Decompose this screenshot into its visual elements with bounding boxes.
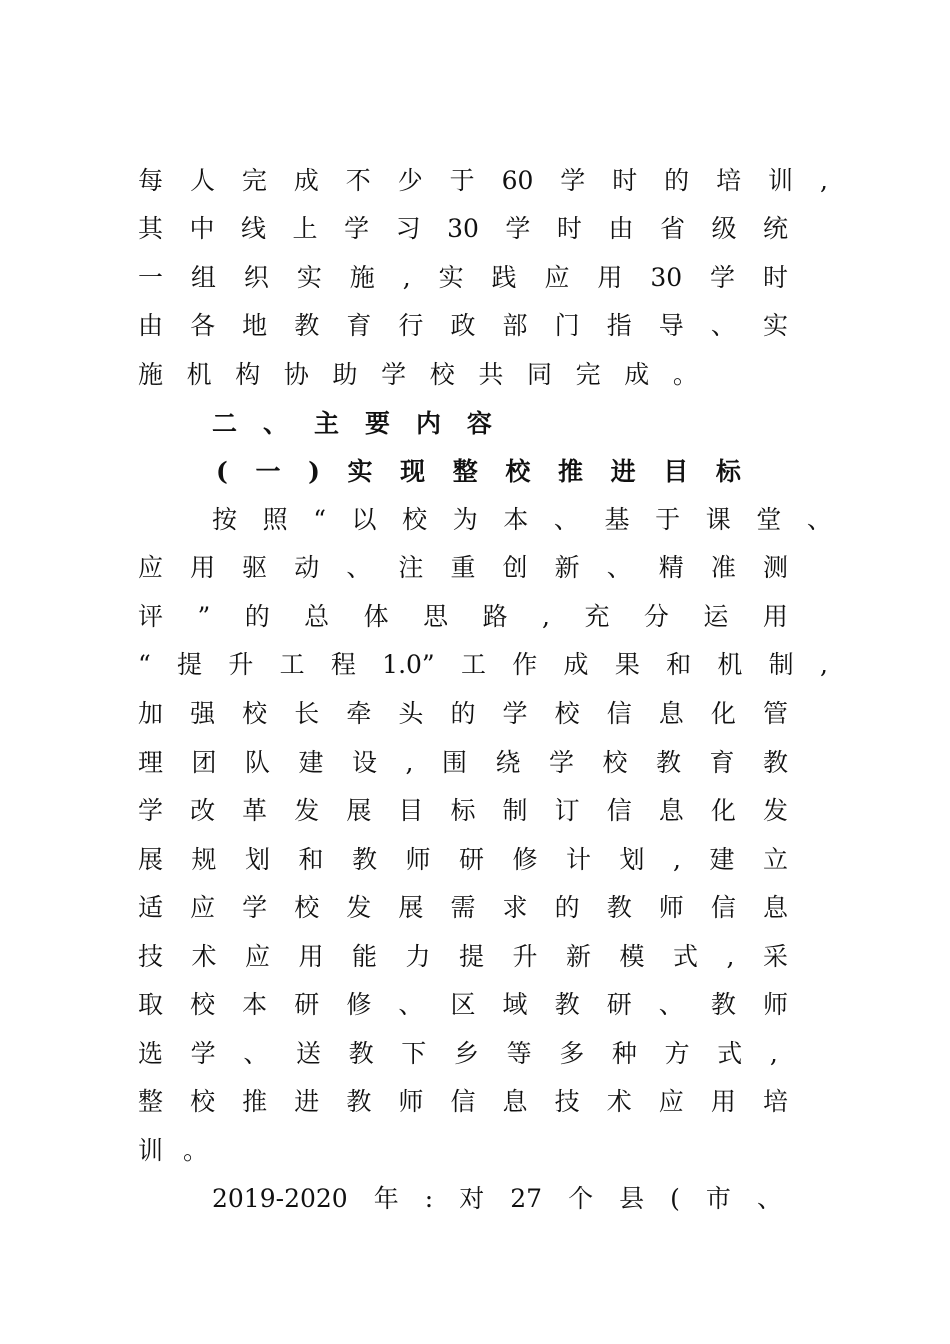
text-token: 校 — [294, 893, 320, 922]
paragraph-2-line — [138, 845, 788, 875]
text-token: 门 — [554, 311, 580, 340]
text-token: 构 — [235, 360, 261, 389]
text-token: 能 — [352, 942, 378, 971]
section-heading — [212, 409, 492, 439]
text-token: 织 — [243, 263, 269, 292]
text-token: 应 — [190, 893, 216, 922]
paragraph-2-line — [138, 1136, 208, 1166]
text-token: ) — [308, 457, 320, 486]
text-token: 实 — [347, 457, 373, 486]
text-token: 规 — [191, 845, 217, 874]
text-token: 充 — [584, 602, 610, 631]
text-token: 习 — [395, 214, 421, 243]
text-token: 导 — [658, 311, 684, 340]
text-token: 修 — [512, 845, 538, 874]
text-token: 式 — [717, 1039, 743, 1068]
text-token: 学 — [710, 263, 736, 292]
text-token: 校 — [242, 699, 268, 728]
text-token: 。 — [182, 1136, 208, 1165]
text-token: 应 — [245, 942, 271, 971]
text-token: 准 — [710, 553, 736, 582]
text-token: 校 — [554, 699, 580, 728]
text-token: 、 — [710, 311, 736, 340]
text-token: 新 — [566, 942, 592, 971]
text-token: 方 — [664, 1039, 690, 1068]
paragraph-3-line — [212, 1184, 782, 1214]
text-token: , — [402, 263, 411, 292]
text-token: 应 — [544, 263, 570, 292]
text-token: 用 — [710, 1087, 736, 1116]
text-token: 制 — [768, 650, 794, 679]
text-token: 展 — [346, 796, 372, 825]
paragraph-2-line — [138, 553, 788, 583]
text-token: 培 — [762, 1087, 788, 1116]
text-token: 术 — [606, 1087, 632, 1116]
text-token: 牵 — [346, 699, 372, 728]
text-token: ( — [216, 457, 228, 486]
text-token: 绕 — [495, 748, 521, 777]
text-token: 成 — [624, 360, 650, 389]
text-token: 围 — [441, 748, 467, 777]
text-token: 加 — [138, 699, 164, 728]
paragraph-1-line — [138, 360, 698, 390]
text-token: 由 — [608, 214, 634, 243]
text-token: 完 — [575, 360, 601, 389]
text-token: 测 — [762, 553, 788, 582]
text-token: 、 — [243, 1039, 269, 1068]
text-token: 技 — [554, 1087, 580, 1116]
text-token: 、 — [658, 990, 684, 1019]
text-token: 校 — [429, 360, 455, 389]
text-token: 程 — [330, 650, 356, 679]
text-token: 息 — [502, 1087, 528, 1116]
text-token: ( — [670, 1184, 680, 1213]
text-token: 力 — [405, 942, 431, 971]
text-token: 每 — [138, 166, 164, 195]
text-token: 学 — [502, 699, 528, 728]
text-token: 一 — [255, 457, 281, 486]
text-token: 30 — [447, 214, 479, 243]
text-token: 标 — [715, 457, 741, 486]
text-token: 提 — [177, 650, 203, 679]
text-token: 校 — [190, 1087, 216, 1116]
text-token: 思 — [423, 602, 449, 631]
text-token: 订 — [554, 796, 580, 825]
text-token: 多 — [559, 1039, 585, 1068]
text-token: 践 — [491, 263, 517, 292]
text-token: 不 — [345, 166, 371, 195]
text-token: 课 — [705, 505, 731, 534]
text-token: 成 — [293, 166, 319, 195]
text-token: 理 — [138, 748, 164, 777]
text-token: 、 — [806, 505, 832, 534]
text-token: 信 — [450, 1087, 476, 1116]
paragraph-1-line — [138, 214, 788, 244]
text-token: 评 — [138, 602, 164, 631]
text-token: 升 — [512, 942, 538, 971]
text-token: 30 — [650, 263, 683, 292]
text-token: 息 — [658, 699, 684, 728]
text-token: 、 — [606, 553, 632, 582]
text-token: 学 — [560, 166, 586, 195]
text-token: 管 — [762, 699, 788, 728]
text-token: 划 — [619, 845, 645, 874]
text-token: 模 — [619, 942, 645, 971]
text-token: 堂 — [756, 505, 782, 534]
paragraph-2-line — [138, 796, 788, 826]
text-token: 学 — [242, 893, 268, 922]
text-token: 的 — [450, 699, 476, 728]
text-token: 域 — [502, 990, 528, 1019]
text-token: 60 — [501, 166, 534, 195]
text-token: , — [542, 602, 550, 631]
text-token: 二 — [212, 409, 238, 438]
text-token: 工 — [460, 650, 486, 679]
text-token: 实 — [438, 263, 464, 292]
text-token: 术 — [191, 942, 217, 971]
text-token: 共 — [478, 360, 504, 389]
text-token: 内 — [415, 409, 441, 438]
text-token: 个 — [568, 1184, 594, 1213]
text-token: 县 — [619, 1184, 645, 1213]
text-token: 乡 — [453, 1039, 479, 1068]
text-token: 机 — [186, 360, 212, 389]
text-token: 工 — [279, 650, 305, 679]
text-token: 本 — [242, 990, 268, 1019]
text-token: 作 — [512, 650, 538, 679]
text-token: 总 — [304, 602, 330, 631]
text-token: 年 — [373, 1184, 399, 1213]
text-token: 用 — [190, 553, 216, 582]
text-token: 进 — [610, 457, 636, 486]
text-token: 施 — [138, 360, 164, 389]
text-token: 照 — [262, 505, 288, 534]
text-token: , — [769, 1039, 778, 1068]
text-token: 路 — [482, 602, 508, 631]
text-token: 施 — [349, 263, 375, 292]
text-token: 头 — [398, 699, 424, 728]
text-token: 级 — [711, 214, 737, 243]
text-token: 建 — [298, 748, 324, 777]
text-token: 分 — [643, 602, 669, 631]
text-token: 注 — [398, 553, 424, 582]
text-token: 省 — [659, 214, 685, 243]
text-token: 各 — [190, 311, 216, 340]
text-token: : — [424, 1184, 434, 1213]
text-token: 修 — [346, 990, 372, 1019]
paragraph-2-line — [138, 602, 788, 632]
text-token: 线 — [241, 214, 267, 243]
text-token: 校 — [602, 748, 628, 777]
text-token: 需 — [450, 893, 476, 922]
text-token: 其 — [138, 214, 164, 243]
text-token: 研 — [459, 845, 485, 874]
text-token: 进 — [294, 1087, 320, 1116]
text-token: 学 — [138, 796, 164, 825]
text-token: , — [405, 748, 414, 777]
text-token: 强 — [190, 699, 216, 728]
text-token: 协 — [283, 360, 309, 389]
text-token: 发 — [294, 796, 320, 825]
text-token: 教 — [352, 845, 378, 874]
text-token: “ — [313, 505, 326, 534]
text-token: 的 — [554, 893, 580, 922]
text-token: 信 — [606, 699, 632, 728]
text-token: 时 — [612, 166, 638, 195]
text-token: , — [673, 845, 681, 874]
text-token: 目 — [398, 796, 424, 825]
text-token: 少 — [397, 166, 423, 195]
text-token: 运 — [703, 602, 729, 631]
text-token: 按 — [212, 505, 238, 534]
text-token: 队 — [245, 748, 271, 777]
text-token: 、 — [756, 1184, 782, 1213]
text-token: 主 — [313, 409, 339, 438]
text-token: 师 — [405, 845, 431, 874]
text-token: 教 — [710, 990, 736, 1019]
text-token: 指 — [606, 311, 632, 340]
paragraph-2-line — [138, 748, 788, 778]
text-token: 、 — [346, 553, 372, 582]
text-token: , — [819, 650, 828, 679]
text-token: , — [726, 942, 735, 971]
text-token: 创 — [502, 553, 528, 582]
text-token: 果 — [614, 650, 640, 679]
text-token: 技 — [138, 942, 164, 971]
text-token: 由 — [138, 311, 164, 340]
text-token: 用 — [298, 942, 324, 971]
text-token: 培 — [716, 166, 742, 195]
text-token: 1.0” — [382, 650, 435, 679]
text-token: 团 — [191, 748, 217, 777]
text-token: 机 — [717, 650, 743, 679]
text-token: 制 — [502, 796, 528, 825]
text-token: 研 — [606, 990, 632, 1019]
text-token: 教 — [554, 990, 580, 1019]
paragraph-2-line — [138, 650, 828, 680]
text-token: 展 — [138, 845, 164, 874]
text-token: 的 — [664, 166, 690, 195]
text-token: 研 — [294, 990, 320, 1019]
text-token: 设 — [352, 748, 378, 777]
text-token: 时 — [556, 214, 582, 243]
text-token: 校 — [402, 505, 428, 534]
text-token: 应 — [658, 1087, 684, 1116]
text-token: 用 — [762, 602, 788, 631]
text-token: 地 — [242, 311, 268, 340]
text-token: 推 — [558, 457, 584, 486]
text-token: 、 — [398, 990, 424, 1019]
text-token: 师 — [658, 893, 684, 922]
text-token: 发 — [346, 893, 372, 922]
text-token: 于 — [449, 166, 475, 195]
paragraph-2-line — [138, 990, 788, 1020]
text-token: 实 — [296, 263, 322, 292]
text-token: 、 — [553, 505, 579, 534]
text-token: 标 — [450, 796, 476, 825]
text-token: 区 — [450, 990, 476, 1019]
text-token: 。 — [672, 360, 698, 389]
text-token: 动 — [294, 553, 320, 582]
text-token: 对 — [459, 1184, 485, 1213]
text-token: 统 — [762, 214, 788, 243]
text-token: 发 — [762, 796, 788, 825]
text-token: 教 — [294, 311, 320, 340]
text-token: 推 — [242, 1087, 268, 1116]
text-token: 27 — [510, 1184, 543, 1213]
text-token: 精 — [658, 553, 684, 582]
text-token: 重 — [450, 553, 476, 582]
text-token: 采 — [762, 942, 788, 971]
text-token: 展 — [398, 893, 424, 922]
text-token: 师 — [762, 990, 788, 1019]
paragraph-1-line — [138, 263, 788, 293]
paragraph-2-line — [138, 1087, 788, 1117]
text-token: 训 — [768, 166, 794, 195]
text-token: 校 — [505, 457, 531, 486]
text-token: 教 — [348, 1039, 374, 1068]
text-token: 政 — [450, 311, 476, 340]
text-token: 成 — [563, 650, 589, 679]
text-token: 适 — [138, 893, 164, 922]
subsection-heading — [216, 457, 741, 487]
paragraph-2-line — [212, 505, 832, 535]
text-token: 驱 — [242, 553, 268, 582]
text-token: 息 — [658, 796, 684, 825]
paragraph-1-line — [138, 166, 828, 196]
text-token: 校 — [190, 990, 216, 1019]
paragraph-2-line — [138, 699, 788, 729]
text-token: 本 — [503, 505, 529, 534]
text-token: 划 — [245, 845, 271, 874]
text-token: 现 — [400, 457, 426, 486]
text-token: 师 — [398, 1087, 424, 1116]
text-token: 一 — [138, 263, 164, 292]
text-token: 立 — [762, 845, 788, 874]
text-token: 、 — [262, 409, 288, 438]
text-token: 组 — [190, 263, 216, 292]
text-token: 种 — [611, 1039, 637, 1068]
text-token: 化 — [710, 699, 736, 728]
text-token: 下 — [401, 1039, 427, 1068]
text-token: 容 — [466, 409, 492, 438]
text-token: 和 — [298, 845, 324, 874]
text-token: 革 — [242, 796, 268, 825]
text-token: 新 — [554, 553, 580, 582]
text-token: 提 — [459, 942, 485, 971]
text-token: 要 — [364, 409, 390, 438]
text-token: 式 — [673, 942, 699, 971]
text-token: 育 — [709, 748, 735, 777]
text-token: 以 — [351, 505, 377, 534]
text-token: 教 — [606, 893, 632, 922]
text-token: 化 — [710, 796, 736, 825]
paragraph-1-line — [138, 311, 788, 341]
text-token: 的 — [244, 602, 270, 631]
text-token: 教 — [346, 1087, 372, 1116]
text-token: 建 — [709, 845, 735, 874]
text-token: 人 — [189, 166, 215, 195]
text-token: 目 — [663, 457, 689, 486]
text-token: 学 — [344, 214, 370, 243]
text-token: 选 — [138, 1039, 164, 1068]
text-token: 基 — [604, 505, 630, 534]
text-token: 学 — [381, 360, 407, 389]
text-token: 时 — [762, 263, 788, 292]
text-token: 长 — [294, 699, 320, 728]
text-token: 学 — [505, 214, 531, 243]
text-token: 训 — [138, 1136, 164, 1165]
text-token: , — [819, 166, 828, 195]
text-token: 信 — [710, 893, 736, 922]
paragraph-2-line — [138, 1039, 778, 1069]
text-token: 和 — [666, 650, 692, 679]
text-token: 送 — [295, 1039, 321, 1068]
text-token: 完 — [241, 166, 267, 195]
text-token: 信 — [606, 796, 632, 825]
text-token: 学 — [548, 748, 574, 777]
text-token: 部 — [502, 311, 528, 340]
text-token: 计 — [566, 845, 592, 874]
text-token: 改 — [190, 796, 216, 825]
text-token: 整 — [138, 1087, 164, 1116]
text-token: 用 — [597, 263, 623, 292]
text-token: 行 — [398, 311, 424, 340]
text-token: 助 — [332, 360, 358, 389]
text-token: 应 — [138, 553, 164, 582]
text-token: “ — [138, 650, 151, 679]
text-token: 2019-2020 — [212, 1184, 348, 1213]
paragraph-2-line — [138, 893, 788, 923]
text-token: 息 — [762, 893, 788, 922]
paragraph-2-line — [138, 942, 788, 972]
text-token: 上 — [292, 214, 318, 243]
text-token: 于 — [655, 505, 681, 534]
text-token: 等 — [506, 1039, 532, 1068]
text-token: 体 — [363, 602, 389, 631]
text-token: 市 — [705, 1184, 731, 1213]
text-token: 同 — [527, 360, 553, 389]
text-token: 教 — [655, 748, 681, 777]
text-token: 为 — [452, 505, 478, 534]
text-token: 升 — [228, 650, 254, 679]
text-token: 学 — [190, 1039, 216, 1068]
text-token: ” — [197, 602, 211, 631]
text-token: 取 — [138, 990, 164, 1019]
text-token: 实 — [762, 311, 788, 340]
text-token: 求 — [502, 893, 528, 922]
text-token: 整 — [452, 457, 478, 486]
text-token: 教 — [762, 748, 788, 777]
text-token: 中 — [189, 214, 215, 243]
text-token: 育 — [346, 311, 372, 340]
